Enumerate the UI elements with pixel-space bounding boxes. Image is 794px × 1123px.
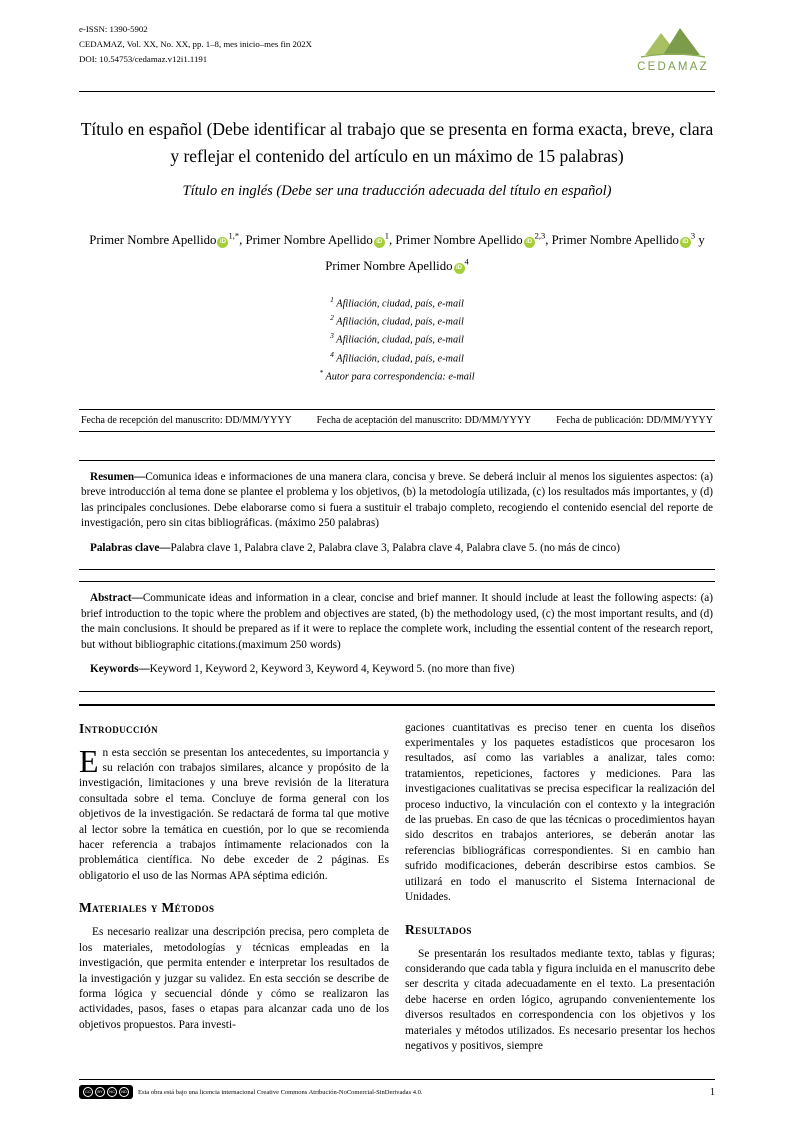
left-column xyxy=(79,721,389,1064)
right-column xyxy=(405,721,715,1064)
logo-wordmark: CEDAMAZ xyxy=(637,61,709,73)
cc-icon: CC xyxy=(83,1087,93,1097)
em-dash: — xyxy=(159,541,171,554)
body-columns xyxy=(79,721,715,1064)
author xyxy=(395,233,551,247)
resumen-label: Resumen xyxy=(90,470,135,483)
resumen-text: Comunica ideas e informaciones de una manera clara, concisa y breve. Se deberá incluir al menos los siguientes aspectos: (a) breve introducción al tema done se plantee el problema y los objetivos, (b) la metodología utilizada, (c) los resultados más importantes, y (d) las principales conclusiones. Debe elaborarse como si fuera a sustituir el trabajo completo, recogiendo el contenido esencial del reporte de investigación, pero sin citas bibliográficas. (máximo 250 palabras) xyxy=(81,470,713,530)
author-affil-sup: 4 xyxy=(464,256,469,267)
affiliation-text: Afiliación, ciudad, país, e-mail xyxy=(336,334,464,346)
methods-paragraph: Es necesario realizar una descripción precisa, pero completa de los materiales, metodologías y técnicas empleadas en la investigación, que permita entender e interpretar los resultados de la investigación y juzgar su validez. En esta sección se describe de forma lógica y secuencial dónde y cómo se realizaron las actividades, pasos, fases o etapas para alcanzar cada uno de los objetivos propuestos. Para investi- xyxy=(79,926,389,1031)
header-divider xyxy=(79,91,715,92)
abstract-block xyxy=(79,581,715,692)
author-separator: , xyxy=(545,233,552,248)
cc-nd-icon: ND xyxy=(119,1087,129,1097)
resumen-paragraph xyxy=(81,470,713,532)
abstract-text: Communicate ideas and information in a clear, concise and brief manner. It should include at least the following aspects: (a) brief introduction to the topic where the problem and objectives are stated, (b) the methodology used, (c) the most important results, and (d) the main conclusions. It should be prepared as if it were to replace the complete work, including the essential content of the research report, but without bibliographic citations.(maximum 250 words) xyxy=(81,592,713,651)
mountain-logo-icon xyxy=(635,24,711,74)
affiliation-text: Autor para correspondencia: e-mail xyxy=(325,371,475,383)
affiliation-line xyxy=(79,329,715,347)
page-number: 1 xyxy=(710,1086,715,1098)
results-paragraph: Se presentarán los resultados mediante texto, tablas y figuras; considerando que cada tabla y figura incluida en el manuscrito debe ser descrita y citada adecuadamente en el texto. La presentación debe hacerse en orden lógico, agrupando convenientemente los diversos resultados en correspondencia con los objetivos y los materiales y métodos utilizados. Es necesario presentar los hechos negativos y positivos, siempre xyxy=(405,947,715,1052)
author-affil-sup: 1,* xyxy=(228,231,240,241)
doi-line: DOI: 10.54753/cedamaz.v12i1.1191 xyxy=(79,54,208,64)
affiliation-text: Afiliación, ciudad, país, e-mail xyxy=(336,297,464,309)
license-area xyxy=(79,1085,422,1099)
keywords-paragraph xyxy=(81,662,713,678)
cc-license-badge xyxy=(79,1085,133,1099)
author-name: Primer Nombre Apellido xyxy=(395,233,523,248)
author xyxy=(552,233,705,247)
palabras-clave-text: Palabra clave 1, Palabra clave 2, Palabra clave 3, Palabra clave 4, Palabra clave 5. (no más de cinco) xyxy=(170,541,620,554)
author-name: Primer Nombre Apellido xyxy=(89,233,217,248)
author-affil-sup: 2,3 xyxy=(534,231,546,241)
date-accepted: Fecha de aceptación del manuscrito: DD/MM/YYYY xyxy=(316,414,532,426)
author-separator: y xyxy=(695,233,705,248)
author-name: Primer Nombre Apellido xyxy=(325,258,453,273)
affiliation-line xyxy=(79,348,715,366)
orcid-icon[interactable]: iD xyxy=(454,263,465,274)
em-dash: — xyxy=(138,663,150,676)
page-header xyxy=(79,22,715,79)
introduction-text: n esta sección se presentan los antecedentes, su importancia y su relación con trabajos similares, alcance y propósito de la investigación, limitaciones y una breve revisión de la literatura consultada sobre el tema. Concluye de forma general con los objetivos de la investigación. Se redactará de forma tal que motive al lector sobre la temática en cuestión, por lo que se recomienda hacer referencia a trabajos íntimamente relacionados con la problemática científica. No debe exceder de 2 páginas. Es obligatorio el uso de las Normas APA séptima edición. xyxy=(79,746,389,882)
affiliation-sup: * xyxy=(319,368,324,378)
orcid-icon[interactable]: iD xyxy=(374,237,385,248)
author xyxy=(245,233,395,247)
keywords-text: Keyword 1, Keyword 2, Keyword 3, Keyword 4, Keyword 5. (no more than five) xyxy=(149,663,515,676)
author-list xyxy=(85,226,710,277)
author xyxy=(89,233,245,247)
date-received: Fecha de recepción del manuscrito: DD/MM/YYYY xyxy=(81,414,292,426)
author-affil-sup: 3 xyxy=(690,231,696,241)
affiliation-line xyxy=(79,311,715,329)
em-dash: — xyxy=(131,592,143,605)
introduction-heading: Introducción xyxy=(79,720,159,736)
palabras-clave-label: Palabras clave xyxy=(90,541,160,554)
title-english: Título en inglés (Debe ser una traducción adecuada del título en español) xyxy=(182,183,612,199)
author-separator: , xyxy=(239,233,246,248)
body-top-divider xyxy=(79,704,715,706)
affiliation-text: Afiliación, ciudad, país, e-mail xyxy=(336,353,464,365)
keywords-label: Keywords xyxy=(90,663,139,676)
affiliation-sup: 3 xyxy=(330,331,334,341)
abstract-paragraph xyxy=(81,591,713,653)
affiliation-text: Afiliación, ciudad, país, e-mail xyxy=(336,316,464,328)
license-text: Esta obra está bajo una licencia internacional Creative Commons Atribución-NoComercial-SinDerivadas 4.0. xyxy=(138,1088,423,1096)
author-name: Primer Nombre Apellido xyxy=(551,233,679,248)
volume-line: CEDAMAZ, Vol. XX, No. XX, pp. 1–8, mes inicio–mes fin 202X xyxy=(79,39,313,49)
cedamaz-logo xyxy=(635,24,711,79)
date-published: Fecha de publicación: DD/MM/YYYY xyxy=(556,414,713,426)
journal-meta xyxy=(79,22,312,67)
affiliation-list xyxy=(79,293,715,385)
orcid-icon[interactable]: iD xyxy=(680,237,691,248)
affiliation-line xyxy=(79,293,715,311)
title-spanish: Título en español (Debe identificar al trabajo que se presenta en forma exacta, breve, clara y reflejar el contenido del artículo en un máximo de 15 palabras) xyxy=(80,119,714,166)
orcid-icon[interactable]: iD xyxy=(217,237,228,248)
cc-by-icon: BY xyxy=(95,1087,105,1097)
affiliation-sup: 1 xyxy=(330,294,334,304)
manuscript-dates xyxy=(79,409,715,432)
introduction-paragraph xyxy=(79,742,389,885)
em-dash: — xyxy=(134,470,146,483)
results-heading: Resultados xyxy=(405,921,472,937)
methods-continuation-paragraph: gaciones cuantitativas es preciso tener en cuenta los diseños experimentales y los paquetes estadísticos que procesaron los resultados, así como las variables a analizar, tales como: tratamientos, repeticiones, factores y mediciones. Para las investigaciones cualitativas se precisa especificar la realización del proceso inductivo, la vinculación con el contexto y la integración de las pruebas. En caso de que las técnicas o procedimientos hayan sido descritos en trabajos anteriores, se deberán anotar las referencias bibliográficas correspondientes. Si en cambio han sufrido modificaciones, deberán describirse estos cambios. Se utilizará en todo el manuscrito el Sistema Internacional de Unidades. xyxy=(405,721,715,904)
orcid-icon[interactable]: iD xyxy=(524,237,535,248)
author-affil-sup: 1 xyxy=(384,231,389,241)
affiliation-sup: 4 xyxy=(330,349,334,359)
page-footer xyxy=(79,1079,715,1099)
author-name: Primer Nombre Apellido xyxy=(245,233,373,248)
author-separator: , xyxy=(388,233,396,248)
issn-line: e-ISSN: 1390-5902 xyxy=(79,24,148,34)
abstract-label: Abstract xyxy=(90,592,132,605)
correspondence-line xyxy=(79,366,715,384)
resumen-block xyxy=(79,460,715,571)
author xyxy=(325,256,469,273)
palabras-clave-paragraph xyxy=(81,541,713,557)
affiliation-sup: 2 xyxy=(330,312,334,322)
dropcap-letter: E xyxy=(79,742,99,779)
cc-nc-icon: NC xyxy=(107,1087,117,1097)
methods-heading: Materiales y Métodos xyxy=(79,900,215,916)
